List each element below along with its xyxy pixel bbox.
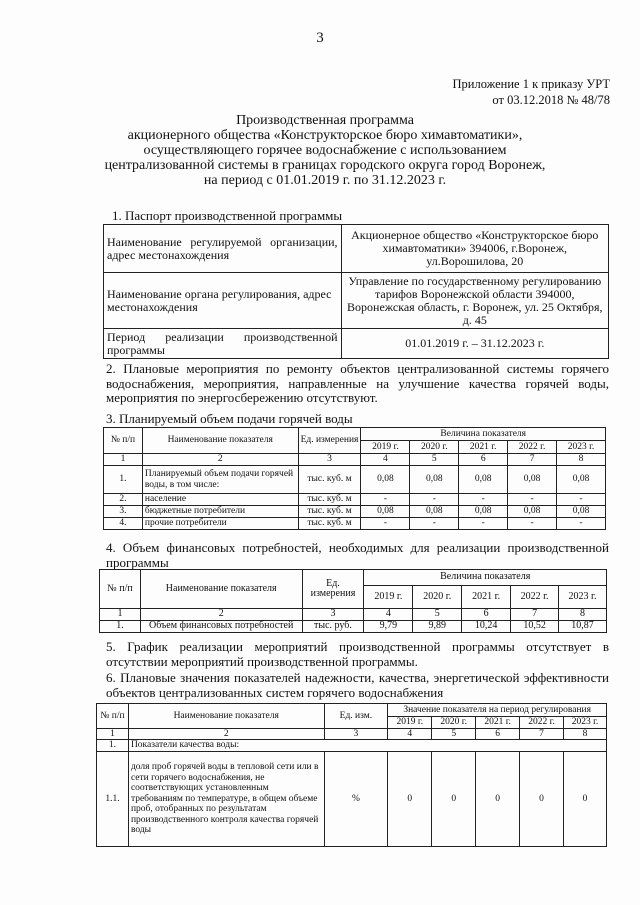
- header-year: 2022 г.: [511, 586, 559, 609]
- column-number: 5: [432, 728, 476, 740]
- header-year: 2022 г.: [508, 441, 557, 454]
- row-value: 0,08: [361, 466, 410, 494]
- header-value: Значение показателя на период регулирования: [388, 704, 607, 717]
- column-number: 8: [559, 609, 607, 621]
- row-value: 0: [432, 752, 476, 847]
- row-value: -: [508, 518, 557, 530]
- column-number: 2: [128, 728, 324, 740]
- passport-label: Период реализации производственной программы: [104, 329, 342, 359]
- row-value: -: [459, 494, 508, 506]
- table-row: [97, 740, 607, 752]
- row-unit: тыс. куб. м: [298, 506, 361, 518]
- column-number: 3: [298, 454, 361, 466]
- row-value: -: [459, 518, 508, 530]
- table-row: [104, 225, 609, 273]
- row-value: 9,79: [364, 621, 413, 633]
- row-unit: тыс. куб. м: [298, 466, 361, 494]
- table-row: [104, 494, 606, 506]
- section-6-heading: 6. Плановые значения показателей надежности, качества, энергетической эффективности объектов централизованных систем горячего водоснабжения: [106, 670, 609, 700]
- header-num: № п/п: [100, 570, 141, 609]
- row-value: 0,08: [557, 506, 606, 518]
- row-value: 10,87: [559, 621, 607, 633]
- row-value: 0,08: [557, 466, 606, 494]
- row-name: Планируемый объем подачи горячей воды, в том числе:: [142, 466, 298, 494]
- header-name: Наименование показателя: [140, 570, 302, 609]
- row-name: население: [142, 494, 298, 506]
- row-value: 0: [388, 752, 432, 847]
- row-value: -: [557, 518, 606, 530]
- table-row: [104, 329, 609, 359]
- row-value: 0: [476, 752, 520, 847]
- header-year: 2019 г.: [388, 717, 432, 729]
- row-value: 0,08: [361, 506, 410, 518]
- header-name: Наименование показателя: [142, 428, 298, 454]
- column-numbers-row: [100, 609, 607, 621]
- section-label: Показатели качества воды:: [128, 740, 606, 752]
- row-unit: тыс. руб.: [302, 621, 364, 633]
- header-year: 2021 г.: [459, 441, 508, 454]
- column-number: 4: [388, 728, 432, 740]
- table-row: [97, 752, 607, 847]
- row-value: 0,08: [459, 506, 508, 518]
- row-num: 1.: [100, 621, 141, 633]
- appendix-reference: [453, 76, 611, 108]
- row-name: доля проб горячей воды в тепловой сети или в сети горячего водоснабжения, не соответствующих установленным требованиям по температуре, в общем объеме проб, отобранных по результатам производственного контроля качества горячей воды: [128, 752, 324, 847]
- column-number: 3: [302, 609, 364, 621]
- title-line: Производственная программа: [236, 113, 414, 128]
- title-line: централизованной системы в границах городского округа город Воронеж,: [104, 158, 546, 173]
- header-year: 2023 г.: [559, 586, 607, 609]
- column-number: 7: [511, 609, 559, 621]
- row-value: 10,24: [462, 621, 511, 633]
- passport-label: Наименование регулируемой организации, адрес местонахождения: [104, 225, 342, 273]
- row-unit: тыс. куб. м: [298, 494, 361, 506]
- row-value: 0,08: [508, 466, 557, 494]
- section-3-heading: 3. Планируемый объем подачи горячей воды: [106, 411, 353, 426]
- header-unit: Ед. изм.: [324, 704, 388, 729]
- appendix-line: Приложение 1 к приказу УРТ: [452, 77, 610, 91]
- header-value: Величина показателя: [361, 428, 606, 441]
- header-year: 2021 г.: [462, 586, 511, 609]
- row-unit: %: [324, 752, 388, 847]
- row-unit: тыс. куб. м: [298, 518, 361, 530]
- passport-table: [103, 224, 609, 359]
- header-unit: Ед. измерения: [298, 428, 361, 454]
- row-value: 0,08: [410, 506, 459, 518]
- title-line: на период с 01.01.2019 г. по 31.12.2023 г.: [203, 173, 447, 188]
- column-number: 1: [104, 454, 143, 466]
- row-value: -: [508, 494, 557, 506]
- row-num: 1.: [104, 466, 143, 494]
- column-number: 4: [361, 454, 410, 466]
- header-year: 2020 г.: [432, 717, 476, 729]
- column-number: 6: [459, 454, 508, 466]
- column-number: 2: [142, 454, 298, 466]
- row-value: 9,89: [413, 621, 462, 633]
- header-num: № п/п: [104, 428, 143, 454]
- header-year: 2020 г.: [410, 441, 459, 454]
- column-number: 7: [508, 454, 557, 466]
- row-name: прочие потребители: [142, 518, 298, 530]
- row-value: 0: [564, 752, 607, 847]
- section-1-heading: 1. Паспорт производственной программы: [112, 208, 343, 223]
- section-2-text: 2. Плановые мероприятия по ремонту объектов централизованной системы горячего водоснабжения, мероприятия, направленные на улучшение качества горячей воды, мероприятия по энергосбережению отсутствуют.: [106, 361, 609, 405]
- header-year: 2023 г.: [564, 717, 607, 729]
- column-number: 1: [100, 609, 141, 621]
- row-num: 1.1.: [97, 752, 129, 847]
- header-year: 2022 г.: [520, 717, 564, 729]
- column-number: 5: [410, 454, 459, 466]
- column-numbers-row: [97, 728, 607, 740]
- table-row: [100, 621, 607, 633]
- header-year: 2021 г.: [476, 717, 520, 729]
- supply-volume-table: [103, 427, 606, 530]
- table-row: [104, 466, 606, 494]
- header-year: 2019 г.: [364, 586, 413, 609]
- column-number: 4: [364, 609, 413, 621]
- section-5-text: 5. График реализации мероприятий производственной программы отсутствует в отсутствии мероприятий производственной программы.: [106, 639, 609, 669]
- header-year: 2020 г.: [413, 586, 462, 609]
- column-number: 3: [324, 728, 388, 740]
- row-value: -: [410, 518, 459, 530]
- title-line: осуществляющего горячее водоснабжение с использованием: [143, 143, 507, 158]
- column-number: 8: [557, 454, 606, 466]
- column-number: 7: [520, 728, 564, 740]
- document-title: [60, 113, 590, 188]
- row-num: 1.: [97, 740, 129, 752]
- header-unit: Ед. измерения: [302, 570, 364, 609]
- row-name: бюджетные потребители: [142, 506, 298, 518]
- column-numbers-row: [104, 454, 606, 466]
- header-year: 2019 г.: [361, 441, 410, 454]
- passport-value: 01.01.2019 г. – 31.12.2023 г.: [341, 329, 608, 359]
- header-value: Величина показателя: [364, 570, 607, 586]
- row-value: 0,08: [508, 506, 557, 518]
- row-value: 0: [520, 752, 564, 847]
- row-value: -: [410, 494, 459, 506]
- table-row: [104, 518, 606, 530]
- table-row: [104, 506, 606, 518]
- column-number: 6: [462, 609, 511, 621]
- indicators-table: [96, 703, 607, 847]
- row-value: -: [361, 494, 410, 506]
- header-num: № п/п: [97, 704, 129, 729]
- appendix-order: от 03.12.2018 № 48/78: [492, 93, 610, 107]
- table-row: [104, 273, 609, 329]
- row-value: 0,08: [459, 466, 508, 494]
- row-name: Объем финансовых потребностей: [140, 621, 302, 633]
- header-year: 2023 г.: [557, 441, 606, 454]
- passport-value: Акционерное общество «Конструкторское бюро химавтоматики» 394006, г.Воронеж, ул.Ворошилова, 20: [341, 225, 608, 273]
- header-name: Наименование показателя: [128, 704, 324, 729]
- passport-value: Управление по государственному регулированию тарифов Воронежской области 394000, Воронежская область, г. Воронеж, ул. 25 Октября, д. 45: [341, 273, 608, 329]
- column-number: 2: [140, 609, 302, 621]
- row-num: 2.: [104, 494, 143, 506]
- page-number: 3: [316, 30, 324, 46]
- financial-needs-table: [99, 569, 607, 633]
- row-num: 3.: [104, 506, 143, 518]
- row-value: -: [361, 518, 410, 530]
- column-number: 8: [564, 728, 607, 740]
- section-4-heading: 4. Объем финансовых потребностей, необходимых для реализации производственной программы: [106, 540, 609, 570]
- passport-label: Наименование органа регулирования, адрес местонахождения: [104, 273, 342, 329]
- row-value: 0,08: [410, 466, 459, 494]
- row-num: 4.: [104, 518, 143, 530]
- title-line: акционерного общества «Конструкторское бюро химавтоматики»,: [127, 128, 523, 143]
- row-value: 10,52: [511, 621, 559, 633]
- row-value: -: [557, 494, 606, 506]
- column-number: 1: [97, 728, 129, 740]
- column-number: 6: [476, 728, 520, 740]
- column-number: 5: [413, 609, 462, 621]
